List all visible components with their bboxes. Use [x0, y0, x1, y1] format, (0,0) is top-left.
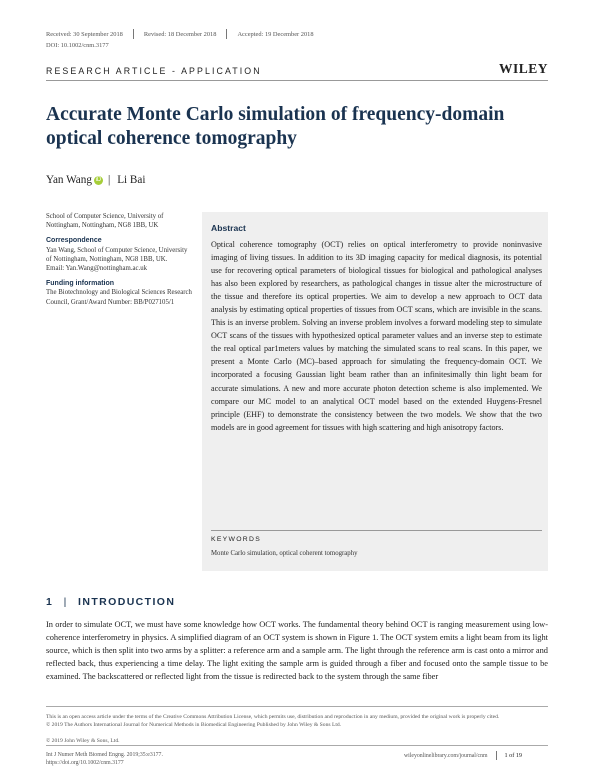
accepted-date: Accepted: 19 December 2018	[237, 30, 314, 38]
introduction-text: In order to simulate OCT, we must have some knowledge how OCT works. The fundamental theory behind OCT is ranging measurement using low-coherence interferometry in physics. A simplified diagram of an OCT system is shown in Figure 1. The OCT system emits a light beam from its light source, which is then split into two arms by a splitter: a reference arm and a sample arm. The light through the reference arm is cast onto a mirror and reflected back, thus experiencing a time delay. The light exiting the sample arm is guided through a fiber and focused onto the sample tissue to be examined. The backscattered or reflected light from the tissue is redirected back to the system through the same fiber	[46, 620, 548, 681]
page-number: 1 of 19	[504, 752, 523, 759]
license-note	[46, 713, 548, 729]
received-date: Received: 30 September 2018	[46, 30, 123, 38]
article-info-sidebar	[46, 212, 194, 307]
funding-heading: Funding information	[46, 280, 115, 288]
footer-rule	[46, 745, 548, 746]
keywords: Monte Carlo simulation, optical coherent tomography	[211, 550, 358, 557]
abstract-text: Optical coherence tomography (OCT) relies on optical interferometry to provide noninvasive imaging of living tissues. In addition to its 3D imaging capacity for medical diagnosis, its potential use for recovering optical parameters of biological tissues for biological and pathological analyses has also been explored by researchers, as pathological changes in tissue alter the microstructure of the tissue and therefore its optical properties. We aim to develop a new approach to OCT data analysis by estimating optical properties of tissues from OCT scans, which are invisible in the scans. This is an inverse problem. Solving an inverse problem involves a forward modeling step to simulate OCT scans of the tissues with hypothesized optical parameter values and an inverse step to estimate the real optical par1meters values by matching the simulated scans to real scans. In this paper, we present a Monte Carlo (MC)–based approach for simulating the frequency-domain OCT. We incorporated a focusing Gaussian light beam rather than an infinitesimally thin light beam for accurate simulations. A new and more accurate photon detection scheme is also implemented. We compare our MC model to an analytical OCT model based on the extended Huygens-Fresnel principle (EHF) to demonstrate the consistency between the two models. We show that the two models are in good agreement for tissues with high scattering and high anisotropy factors.	[211, 240, 542, 432]
journal-citation	[46, 751, 163, 767]
revised-date: Revised: 18 December 2018	[143, 30, 217, 38]
footer-right	[404, 751, 522, 760]
section-number: 1	[46, 596, 54, 608]
copyright: © 2019 John Wiley & Sons, Ltd.	[46, 738, 120, 744]
article-dates	[46, 29, 314, 39]
keywords-heading: KEYWORDS	[211, 536, 262, 543]
correspondence: Yan Wang, School of Computer Science, University of Nottingham, Nottingham, NG8 1BB, UK.	[46, 246, 188, 263]
date-divider	[133, 29, 134, 39]
copyright-authors: © 2019 The Authors International Journal for Numerical Methods in Biomedical Engineering Published by John Wiley & Sons Ltd.	[46, 722, 342, 728]
journal-doi[interactable]: https://doi.org/10.1002/cnm.3177	[46, 760, 124, 766]
doi[interactable]: DOI: 10.1002/cnm.3177	[46, 42, 109, 49]
journal-name: Int J Numer Meth Biomed Engng. 2019;35:e3177.	[46, 752, 163, 758]
keywords-rule	[211, 530, 542, 531]
email[interactable]: Email: Yan.Wang@nottingham.ac.uk	[46, 265, 148, 273]
section-heading	[46, 596, 175, 608]
license-text: This is an open access article under the terms of the Creative Commons Attribution License, which permits use, distribution and reproduction in any medium, provided the original work is properly cited.	[46, 714, 500, 720]
publisher-logo: WILEY	[498, 61, 548, 76]
footer-rule	[46, 706, 548, 707]
orcid-icon[interactable]: iD	[95, 176, 102, 183]
journal-website[interactable]: wileyonlinelibrary.com/journal/cnm	[404, 752, 488, 759]
author-name[interactable]: Yan Wang	[46, 174, 92, 186]
author-name[interactable]: Li Bai	[117, 174, 146, 186]
date-divider	[226, 29, 227, 39]
author-list	[46, 174, 145, 186]
header-rule	[46, 80, 548, 81]
article-type: RESEARCH ARTICLE - APPLICATION	[46, 66, 262, 76]
footer-divider	[496, 751, 497, 760]
paper-title: Accurate Monte Carlo simulation of frequency-domain optical coherence tomography	[46, 104, 505, 149]
section-title: INTRODUCTION	[78, 596, 176, 608]
abstract-heading: Abstract	[211, 223, 246, 233]
section-separator: |	[63, 596, 68, 608]
correspondence-heading: Correspondence	[46, 237, 102, 245]
author-separator: |	[107, 174, 111, 186]
funding: The Biotechnology and Biological Sciences Research Council, Grant/Award Number: BB/P027105/1	[46, 289, 192, 306]
affiliation: School of Computer Science, University of Nottingham, Nottingham, NG8 1BB, UK	[46, 213, 164, 230]
